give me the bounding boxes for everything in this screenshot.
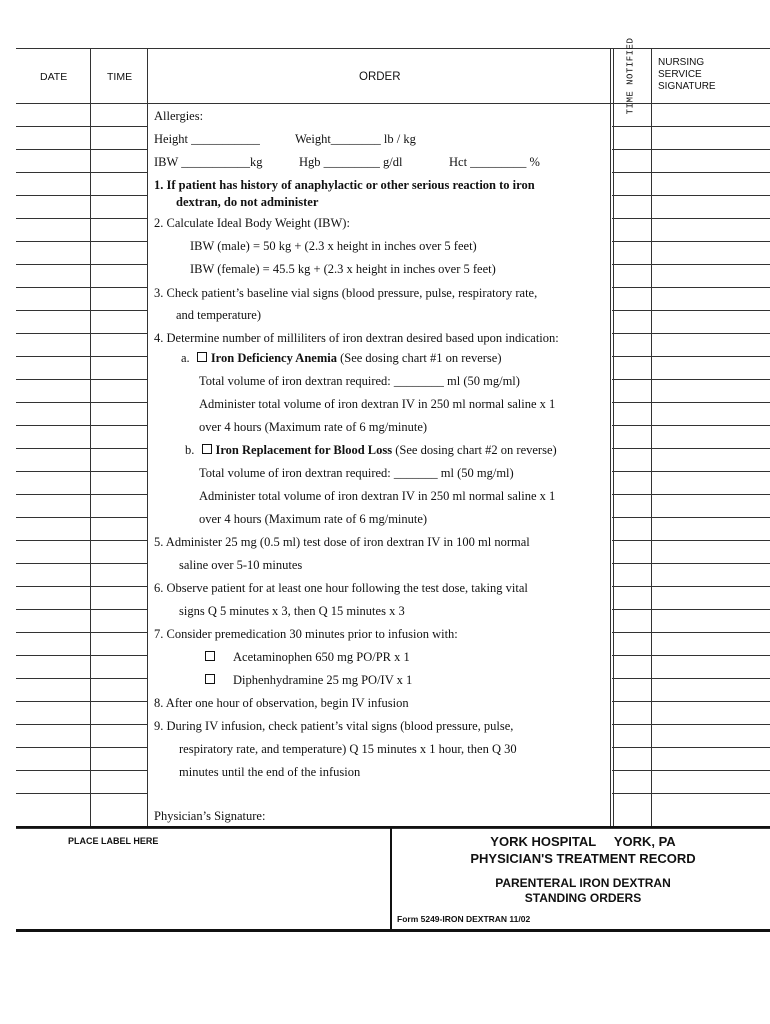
grid-row-line (16, 471, 147, 472)
grid-row-line (16, 310, 147, 311)
grid-row-line (612, 494, 770, 495)
premed-diphenhydramine (205, 673, 412, 687)
place-label-here: PLACE LABEL HERE (68, 836, 159, 846)
grid-row-line (612, 379, 770, 380)
grid-row-line (612, 425, 770, 426)
option-b-note: (See dosing chart #2 on reverse) (392, 443, 557, 457)
signature-label: SIGNATURE (658, 81, 716, 92)
form-title-line-2: STANDING ORDERS (524, 891, 642, 905)
step-6-line-2: signs Q 5 minutes x 3, then Q 15 minutes x 3 (179, 604, 405, 618)
grid-row-line (612, 448, 770, 449)
step-1-line-1: 1. If patient has history of anaphylactic or other serious reaction to iron (154, 178, 535, 192)
option-b-rate-line: over 4 hours (Maximum rate of 6 mg/minute) (199, 512, 428, 526)
footer-bottom-rule (16, 929, 770, 932)
grid-row-line (16, 218, 147, 219)
step-6-line-1: 6. Observe patient for at least one hour following the test dose, taking vital (154, 581, 528, 595)
form-title-line-1: PARENTERAL IRON DEXTRAN (495, 876, 671, 890)
grid-row-line (16, 540, 147, 541)
grid-row-line (16, 517, 147, 518)
step-3-line-1: 3. Check patient’s baseline vial signs (blood pressure, pulse, respiratory rate, (154, 286, 538, 300)
grid-row-line (612, 126, 770, 127)
diphenhydramine-label: Diphenhydramine 25 mg PO/IV x 1 (233, 673, 413, 687)
grid-row-line (612, 724, 770, 725)
step-9-line-1: 9. During IV infusion, check patient’s vital signs (blood pressure, pulse, (154, 719, 514, 733)
grid-row-line (16, 828, 770, 829)
grid-row-line (612, 793, 770, 794)
step-7-line: 7. Consider premedication 30 minutes prior to infusion with: (154, 627, 458, 641)
diphenhydramine-checkbox[interactable] (205, 674, 215, 684)
grid-row-line (612, 218, 770, 219)
step-5-line-1: 5. Administer 25 mg (0.5 ml) test dose of iron dextran IV in 100 ml normal (154, 535, 530, 549)
grid-row-line (612, 356, 770, 357)
option-b-prefix: b. (185, 443, 195, 457)
grid-row-line (612, 540, 770, 541)
order-form-grid (16, 37, 770, 828)
hospital-name: YORK HOSPITAL YORK, PA (490, 834, 676, 849)
grid-row-line (16, 724, 147, 725)
grid-row-line (16, 655, 147, 656)
nursing-signature-column-header (658, 57, 716, 93)
option-b-volume-line: Total volume of iron dextran required: _______ ml (50 mg/ml) (199, 466, 514, 480)
grid-row-line (612, 471, 770, 472)
footer-top-rule (16, 826, 770, 828)
grid-row-line (612, 402, 770, 403)
grid-row-line (16, 586, 147, 587)
grid-row-line (16, 747, 147, 748)
date-column-header: DATE (40, 71, 68, 83)
step-2-line: 2. Calculate Ideal Body Weight (IBW): (154, 216, 350, 230)
weight-field: Weight________ lb / kg (295, 132, 416, 146)
grid-row-line (16, 356, 147, 357)
grid-row-line (16, 287, 147, 288)
grid-row-line (612, 609, 770, 610)
step-9-line-3: minutes until the end of the infusion (179, 765, 361, 779)
grid-row-line (612, 586, 770, 587)
grid-column-line (613, 48, 614, 828)
grid-row-line (612, 563, 770, 564)
option-a-title: Iron Deficiency Anemia (210, 351, 337, 365)
ibw-field: IBW ___________kg (154, 155, 263, 169)
form-number: Form 5249-IRON DEXTRAN 11/02 (397, 914, 531, 924)
grid-row-line (16, 563, 147, 564)
grid-row-line (16, 333, 147, 334)
grid-row-line (16, 494, 147, 495)
acetaminophen-checkbox[interactable] (205, 651, 215, 661)
grid-row-line (612, 701, 770, 702)
option-b-heading (185, 443, 557, 457)
grid-row-line (16, 770, 147, 771)
step-3-line-2: and temperature) (176, 308, 262, 322)
grid-row-line (16, 701, 147, 702)
grid-row-line (612, 632, 770, 633)
grid-column-line (90, 48, 91, 828)
grid-row-line (612, 195, 770, 196)
grid-row-line (16, 172, 147, 173)
grid-row-line (16, 149, 147, 150)
option-b-administer-line: Administer total volume of iron dextran IV in 250 ml normal saline x 1 (199, 489, 556, 503)
grid-row-line (612, 287, 770, 288)
grid-row-line (16, 48, 770, 49)
grid-row-line (16, 195, 147, 196)
service-label: SERVICE (658, 69, 702, 80)
step-5-line-2: saline over 5-10 minutes (179, 558, 303, 572)
allergies-field: Allergies: (154, 109, 204, 123)
grid-row-line (612, 172, 770, 173)
grid-row-line (612, 655, 770, 656)
height-field: Height ___________ (154, 132, 260, 146)
step-8-line: 8. After one hour of observation, begin IV infusion (154, 696, 409, 710)
acetaminophen-label: Acetaminophen 650 mg PO/PR x 1 (233, 650, 410, 664)
grid-row-line (16, 632, 147, 633)
option-a-note: (See dosing chart #1 on reverse) (336, 351, 502, 365)
footer-divider (390, 826, 392, 930)
step-9-line-2: respiratory rate, and temperature) Q 15 minutes x 1 hour, then Q 30 (179, 742, 517, 756)
step-1-line-2: dextran, do not administer (176, 195, 319, 209)
physician-signature-field[interactable]: Physician’s Signature: (154, 809, 266, 823)
grid-row-line (612, 517, 770, 518)
grid-row-line (612, 149, 770, 150)
grid-row-line (612, 310, 770, 311)
option-a-prefix: a. (181, 351, 190, 365)
grid-row-line (16, 241, 147, 242)
time-notified-column-header (613, 37, 649, 115)
grid-column-line (610, 48, 611, 828)
hgb-field: Hgb _________ g/dl (299, 155, 403, 169)
grid-row-line (612, 241, 770, 242)
option-a-checkbox[interactable] (197, 352, 207, 362)
step-4-line: 4. Determine number of milliliters of iron dextran desired based upon indication: (154, 331, 559, 345)
option-a-administer-line: Administer total volume of iron dextran IV in 250 ml normal saline x 1 (199, 397, 556, 411)
option-a-heading (181, 351, 502, 365)
hct-field: Hct _________ % (449, 155, 540, 169)
nursing-label: NURSING (658, 57, 705, 68)
record-title: PHYSICIAN'S TREATMENT RECORD (470, 851, 696, 866)
grid-row-line (16, 425, 147, 426)
ibw-male-formula: IBW (male) = 50 kg + (2.3 x height in inches over 5 feet) (190, 239, 477, 253)
order-column-header: ORDER (359, 71, 401, 83)
grid-row-line (612, 747, 770, 748)
grid-row-line (612, 770, 770, 771)
grid-row-line (612, 264, 770, 265)
grid-row-line (16, 402, 147, 403)
ibw-female-formula: IBW (female) = 45.5 kg + (2.3 x height in inches over 5 feet) (190, 262, 496, 276)
grid-row-line (16, 609, 147, 610)
grid-row-line (16, 264, 147, 265)
grid-row-line (16, 793, 147, 794)
grid-row-line (612, 678, 770, 679)
grid-row-line (16, 678, 147, 679)
grid-row-line (16, 126, 147, 127)
option-b-title: Iron Replacement for Blood Loss (215, 443, 393, 457)
grid-column-line (147, 48, 148, 828)
grid-row-line (612, 333, 770, 334)
premed-acetaminophen (205, 650, 410, 664)
option-a-volume-line: Total volume of iron dextran required: ________ ml (50 mg/ml) (199, 374, 520, 388)
option-b-checkbox[interactable] (202, 444, 212, 454)
grid-row-line (16, 379, 147, 380)
grid-column-line (651, 48, 652, 828)
time-column-header: TIME (107, 71, 133, 83)
grid-row-line (16, 103, 770, 104)
time-notified-label: TIME NOTIFIED (625, 37, 636, 115)
grid-row-line (16, 448, 147, 449)
option-a-rate-line: over 4 hours (Maximum rate of 6 mg/minute) (199, 420, 428, 434)
